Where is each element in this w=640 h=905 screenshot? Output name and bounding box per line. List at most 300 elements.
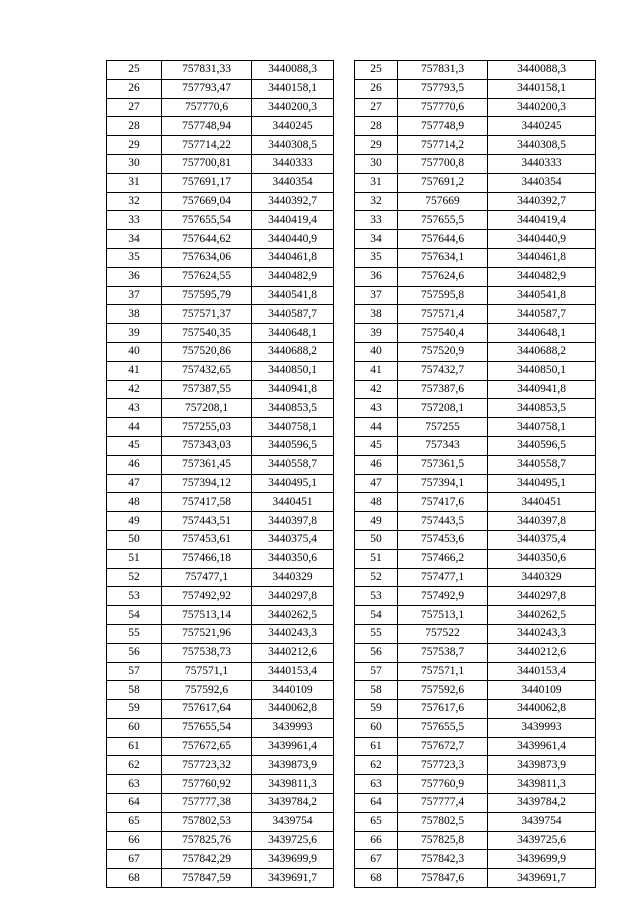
y-coordinate-cell: 3440419,4 [252,211,334,230]
point-number-cell: 48 [355,493,398,512]
x-coordinate-cell: 757847,6 [398,869,488,888]
point-number-cell: 26 [107,79,162,98]
y-coordinate-cell: 3440397,8 [252,512,334,531]
table-row [107,455,334,474]
y-coordinate-cell: 3439873,9 [252,756,334,775]
x-coordinate-cell: 757477,1 [398,568,488,587]
x-coordinate-cell: 757453,61 [162,530,252,549]
y-coordinate-cell: 3439961,4 [488,737,596,756]
point-number-cell: 55 [355,624,398,643]
y-coordinate-cell: 3440451 [252,493,334,512]
table-row [107,211,334,230]
point-number-cell: 66 [107,831,162,850]
y-coordinate-cell: 3439993 [252,718,334,737]
y-coordinate-cell: 3440354 [252,173,334,192]
point-number-cell: 38 [355,305,398,324]
point-number-cell: 51 [107,549,162,568]
x-coordinate-cell: 757655,5 [398,718,488,737]
y-coordinate-cell: 3440308,5 [488,136,596,155]
table-row [355,530,596,549]
point-number-cell: 64 [355,794,398,813]
coordinates-table-left [106,60,334,888]
x-coordinate-cell: 757655,54 [162,211,252,230]
table-row [107,136,334,155]
point-number-cell: 66 [355,831,398,850]
point-number-cell: 28 [107,117,162,136]
table-row [355,173,596,192]
table-row [107,192,334,211]
x-coordinate-cell: 757520,9 [398,342,488,361]
y-coordinate-cell: 3440158,1 [252,79,334,98]
y-coordinate-cell: 3440495,1 [488,474,596,493]
table-row [107,756,334,775]
x-coordinate-cell: 757466,2 [398,549,488,568]
y-coordinate-cell: 3440109 [252,681,334,700]
point-number-cell: 52 [355,568,398,587]
x-coordinate-cell: 757571,1 [162,662,252,681]
point-number-cell: 59 [355,700,398,719]
point-number-cell: 42 [107,380,162,399]
table-row [355,681,596,700]
x-coordinate-cell: 757723,3 [398,756,488,775]
x-coordinate-cell: 757513,1 [398,606,488,625]
y-coordinate-cell: 3440153,4 [252,662,334,681]
table-row [355,624,596,643]
y-coordinate-cell: 3440461,8 [252,248,334,267]
point-number-cell: 45 [355,436,398,455]
table-row [107,267,334,286]
table-row [107,549,334,568]
table-row [107,154,334,173]
table-row [355,474,596,493]
point-number-cell: 35 [107,248,162,267]
y-coordinate-cell: 3440495,1 [252,474,334,493]
x-coordinate-cell: 757760,92 [162,775,252,794]
y-coordinate-cell: 3440350,6 [488,549,596,568]
table-row [355,248,596,267]
x-coordinate-cell: 757361,45 [162,455,252,474]
x-coordinate-cell: 757847,59 [162,869,252,888]
table-row [355,230,596,249]
point-number-cell: 50 [355,530,398,549]
x-coordinate-cell: 757669 [398,192,488,211]
point-number-cell: 64 [107,794,162,813]
x-coordinate-cell: 757443,51 [162,512,252,531]
table-row [355,775,596,794]
point-number-cell: 46 [107,455,162,474]
y-coordinate-cell: 3440853,5 [488,399,596,418]
y-coordinate-cell: 3440688,2 [488,342,596,361]
y-coordinate-cell: 3440153,4 [488,662,596,681]
x-coordinate-cell: 757417,58 [162,493,252,512]
point-number-cell: 49 [107,512,162,531]
y-coordinate-cell: 3440109 [488,681,596,700]
x-coordinate-cell: 757513,14 [162,606,252,625]
point-number-cell: 43 [107,399,162,418]
point-number-cell: 36 [355,267,398,286]
x-coordinate-cell: 757672,65 [162,737,252,756]
point-number-cell: 33 [355,211,398,230]
x-coordinate-cell: 757793,47 [162,79,252,98]
y-coordinate-cell: 3440375,4 [252,530,334,549]
x-coordinate-cell: 757255,03 [162,418,252,437]
table-row [107,530,334,549]
table-row [355,286,596,305]
x-coordinate-cell: 757592,6 [162,681,252,700]
y-coordinate-cell: 3440297,8 [488,587,596,606]
table-row [107,248,334,267]
table-row [355,587,596,606]
table-row [355,568,596,587]
point-number-cell: 60 [107,718,162,737]
x-coordinate-cell: 757802,53 [162,812,252,831]
x-coordinate-cell: 757831,3 [398,61,488,80]
x-coordinate-cell: 757394,12 [162,474,252,493]
x-coordinate-cell: 757617,6 [398,700,488,719]
point-number-cell: 61 [107,737,162,756]
x-coordinate-cell: 757255 [398,418,488,437]
table-row [355,493,596,512]
x-coordinate-cell: 757748,9 [398,117,488,136]
y-coordinate-cell: 3440333 [488,154,596,173]
x-coordinate-cell: 757343,03 [162,436,252,455]
table-row [107,681,334,700]
y-coordinate-cell: 3440262,5 [252,606,334,625]
point-number-cell: 33 [107,211,162,230]
table-row [355,549,596,568]
table-row [107,399,334,418]
y-coordinate-cell: 3440200,3 [252,98,334,117]
x-coordinate-cell: 757617,64 [162,700,252,719]
y-coordinate-cell: 3440397,8 [488,512,596,531]
x-coordinate-cell: 757538,7 [398,643,488,662]
y-coordinate-cell: 3440062,8 [252,700,334,719]
table-row [107,305,334,324]
table-row [355,700,596,719]
x-coordinate-cell: 757700,81 [162,154,252,173]
y-coordinate-cell: 3439784,2 [488,794,596,813]
table-row [107,700,334,719]
table-row [355,812,596,831]
point-number-cell: 25 [355,61,398,80]
point-number-cell: 37 [355,286,398,305]
x-coordinate-cell: 757595,8 [398,286,488,305]
table-row [355,79,596,98]
y-coordinate-cell: 3440088,3 [252,61,334,80]
y-coordinate-cell: 3440648,1 [252,324,334,343]
coordinates-table-right [354,60,596,888]
table-row [107,493,334,512]
table-row [355,211,596,230]
x-coordinate-cell: 757361,5 [398,455,488,474]
x-coordinate-cell: 757777,38 [162,794,252,813]
point-number-cell: 31 [355,173,398,192]
table-row [107,286,334,305]
point-number-cell: 61 [355,737,398,756]
point-number-cell: 58 [355,681,398,700]
table-row [107,117,334,136]
y-coordinate-cell: 3440308,5 [252,136,334,155]
point-number-cell: 55 [107,624,162,643]
y-coordinate-cell: 3440941,8 [252,380,334,399]
point-number-cell: 32 [355,192,398,211]
table-row [355,718,596,737]
table-row [107,718,334,737]
y-coordinate-cell: 3440375,4 [488,530,596,549]
x-coordinate-cell: 757644,62 [162,230,252,249]
point-number-cell: 37 [107,286,162,305]
x-coordinate-cell: 757466,18 [162,549,252,568]
point-number-cell: 46 [355,455,398,474]
table-row [107,662,334,681]
point-number-cell: 27 [355,98,398,117]
point-number-cell: 44 [355,418,398,437]
y-coordinate-cell: 3439725,6 [488,831,596,850]
point-number-cell: 47 [355,474,398,493]
y-coordinate-cell: 3440297,8 [252,587,334,606]
y-coordinate-cell: 3440461,8 [488,248,596,267]
point-number-cell: 44 [107,418,162,437]
table-row [355,98,596,117]
table-row [107,869,334,888]
table-row [355,436,596,455]
x-coordinate-cell: 757208,1 [162,399,252,418]
point-number-cell: 26 [355,79,398,98]
point-number-cell: 67 [355,850,398,869]
x-coordinate-cell: 757669,04 [162,192,252,211]
x-coordinate-cell: 757343 [398,436,488,455]
y-coordinate-cell: 3440088,3 [488,61,596,80]
table-row [355,305,596,324]
x-coordinate-cell: 757432,65 [162,361,252,380]
table-row [355,850,596,869]
table-row [107,361,334,380]
point-number-cell: 27 [107,98,162,117]
point-number-cell: 43 [355,399,398,418]
point-number-cell: 53 [107,587,162,606]
y-coordinate-cell: 3439811,3 [252,775,334,794]
point-number-cell: 39 [107,324,162,343]
y-coordinate-cell: 3440451 [488,493,596,512]
table-row [355,136,596,155]
x-coordinate-cell: 757443,5 [398,512,488,531]
x-coordinate-cell: 757825,8 [398,831,488,850]
y-coordinate-cell: 3440062,8 [488,700,596,719]
point-number-cell: 41 [355,361,398,380]
point-number-cell: 52 [107,568,162,587]
point-number-cell: 57 [107,662,162,681]
point-number-cell: 67 [107,850,162,869]
table-row [107,436,334,455]
point-number-cell: 53 [355,587,398,606]
point-number-cell: 56 [355,643,398,662]
y-coordinate-cell: 3439961,4 [252,737,334,756]
y-coordinate-cell: 3440245 [252,117,334,136]
table-row [355,794,596,813]
y-coordinate-cell: 3439754 [252,812,334,831]
x-coordinate-cell: 757770,6 [162,98,252,117]
table-row [355,399,596,418]
y-coordinate-cell: 3440392,7 [488,192,596,211]
x-coordinate-cell: 757655,54 [162,718,252,737]
y-coordinate-cell: 3440350,6 [252,549,334,568]
point-number-cell: 36 [107,267,162,286]
x-coordinate-cell: 757394,1 [398,474,488,493]
point-number-cell: 60 [355,718,398,737]
table-row [355,869,596,888]
y-coordinate-cell: 3440333 [252,154,334,173]
x-coordinate-cell: 757644,6 [398,230,488,249]
x-coordinate-cell: 757571,4 [398,305,488,324]
table-row [355,61,596,80]
x-coordinate-cell: 757571,1 [398,662,488,681]
x-coordinate-cell: 757453,6 [398,530,488,549]
point-number-cell: 42 [355,380,398,399]
y-coordinate-cell: 3440850,1 [488,361,596,380]
point-number-cell: 56 [107,643,162,662]
x-coordinate-cell: 757522 [398,624,488,643]
table-row [355,361,596,380]
table-row [107,568,334,587]
point-number-cell: 29 [107,136,162,155]
x-coordinate-cell: 757655,5 [398,211,488,230]
x-coordinate-cell: 757714,22 [162,136,252,155]
table-row [107,380,334,399]
table-row [355,324,596,343]
x-coordinate-cell: 757477,1 [162,568,252,587]
table-row [355,643,596,662]
point-number-cell: 28 [355,117,398,136]
table-row [355,117,596,136]
y-coordinate-cell: 3440392,7 [252,192,334,211]
point-number-cell: 45 [107,436,162,455]
point-number-cell: 63 [107,775,162,794]
point-number-cell: 40 [107,342,162,361]
y-coordinate-cell: 3439725,6 [252,831,334,850]
y-coordinate-cell: 3440329 [252,568,334,587]
x-coordinate-cell: 757760,9 [398,775,488,794]
y-coordinate-cell: 3439699,9 [252,850,334,869]
y-coordinate-cell: 3440440,9 [488,230,596,249]
y-coordinate-cell: 3440329 [488,568,596,587]
x-coordinate-cell: 757492,92 [162,587,252,606]
y-coordinate-cell: 3440587,7 [488,305,596,324]
x-coordinate-cell: 757691,2 [398,173,488,192]
x-coordinate-cell: 757723,32 [162,756,252,775]
x-coordinate-cell: 757571,37 [162,305,252,324]
point-number-cell: 29 [355,136,398,155]
point-number-cell: 34 [355,230,398,249]
y-coordinate-cell: 3440541,8 [252,286,334,305]
table-row [355,756,596,775]
point-number-cell: 50 [107,530,162,549]
table-row [355,737,596,756]
y-coordinate-cell: 3440587,7 [252,305,334,324]
x-coordinate-cell: 757538,73 [162,643,252,662]
y-coordinate-cell: 3440853,5 [252,399,334,418]
y-coordinate-cell: 3440262,5 [488,606,596,625]
table-row [107,850,334,869]
y-coordinate-cell: 3439754 [488,812,596,831]
x-coordinate-cell: 757691,17 [162,173,252,192]
y-coordinate-cell: 3440245 [488,117,596,136]
table-row [107,79,334,98]
y-coordinate-cell: 3440440,9 [252,230,334,249]
table-row [107,794,334,813]
y-coordinate-cell: 3440758,1 [488,418,596,437]
table-row [107,643,334,662]
y-coordinate-cell: 3440596,5 [488,436,596,455]
y-coordinate-cell: 3439691,7 [488,869,596,888]
y-coordinate-cell: 3440158,1 [488,79,596,98]
point-number-cell: 31 [107,173,162,192]
point-number-cell: 59 [107,700,162,719]
x-coordinate-cell: 757634,06 [162,248,252,267]
y-coordinate-cell: 3440482,9 [252,267,334,286]
table-row [355,455,596,474]
point-number-cell: 58 [107,681,162,700]
table-row [107,342,334,361]
point-number-cell: 32 [107,192,162,211]
table-row [355,267,596,286]
table-row [107,606,334,625]
x-coordinate-cell: 757520,86 [162,342,252,361]
table-row [107,418,334,437]
x-coordinate-cell: 757208,1 [398,399,488,418]
x-coordinate-cell: 757540,4 [398,324,488,343]
y-coordinate-cell: 3440558,7 [488,455,596,474]
x-coordinate-cell: 757634,1 [398,248,488,267]
x-coordinate-cell: 757831,33 [162,61,252,80]
y-coordinate-cell: 3440541,8 [488,286,596,305]
x-coordinate-cell: 757624,55 [162,267,252,286]
point-number-cell: 25 [107,61,162,80]
y-coordinate-cell: 3440941,8 [488,380,596,399]
table-row [355,831,596,850]
y-coordinate-cell: 3440200,3 [488,98,596,117]
x-coordinate-cell: 757825,76 [162,831,252,850]
y-coordinate-cell: 3440558,7 [252,455,334,474]
y-coordinate-cell: 3440212,6 [488,643,596,662]
y-coordinate-cell: 3439873,9 [488,756,596,775]
x-coordinate-cell: 757624,6 [398,267,488,286]
x-coordinate-cell: 757842,29 [162,850,252,869]
table-row [355,512,596,531]
table-row [107,624,334,643]
point-number-cell: 38 [107,305,162,324]
point-number-cell: 63 [355,775,398,794]
point-number-cell: 57 [355,662,398,681]
point-number-cell: 65 [107,812,162,831]
table-row [107,98,334,117]
y-coordinate-cell: 3439811,3 [488,775,596,794]
point-number-cell: 68 [355,869,398,888]
point-number-cell: 34 [107,230,162,249]
point-number-cell: 47 [107,474,162,493]
table-row [355,662,596,681]
x-coordinate-cell: 757842,3 [398,850,488,869]
table-row [107,173,334,192]
y-coordinate-cell: 3439699,9 [488,850,596,869]
point-number-cell: 41 [107,361,162,380]
y-coordinate-cell: 3440482,9 [488,267,596,286]
y-coordinate-cell: 3440850,1 [252,361,334,380]
x-coordinate-cell: 757595,79 [162,286,252,305]
point-number-cell: 51 [355,549,398,568]
table-row [355,192,596,211]
table-row [107,775,334,794]
table-row [107,737,334,756]
